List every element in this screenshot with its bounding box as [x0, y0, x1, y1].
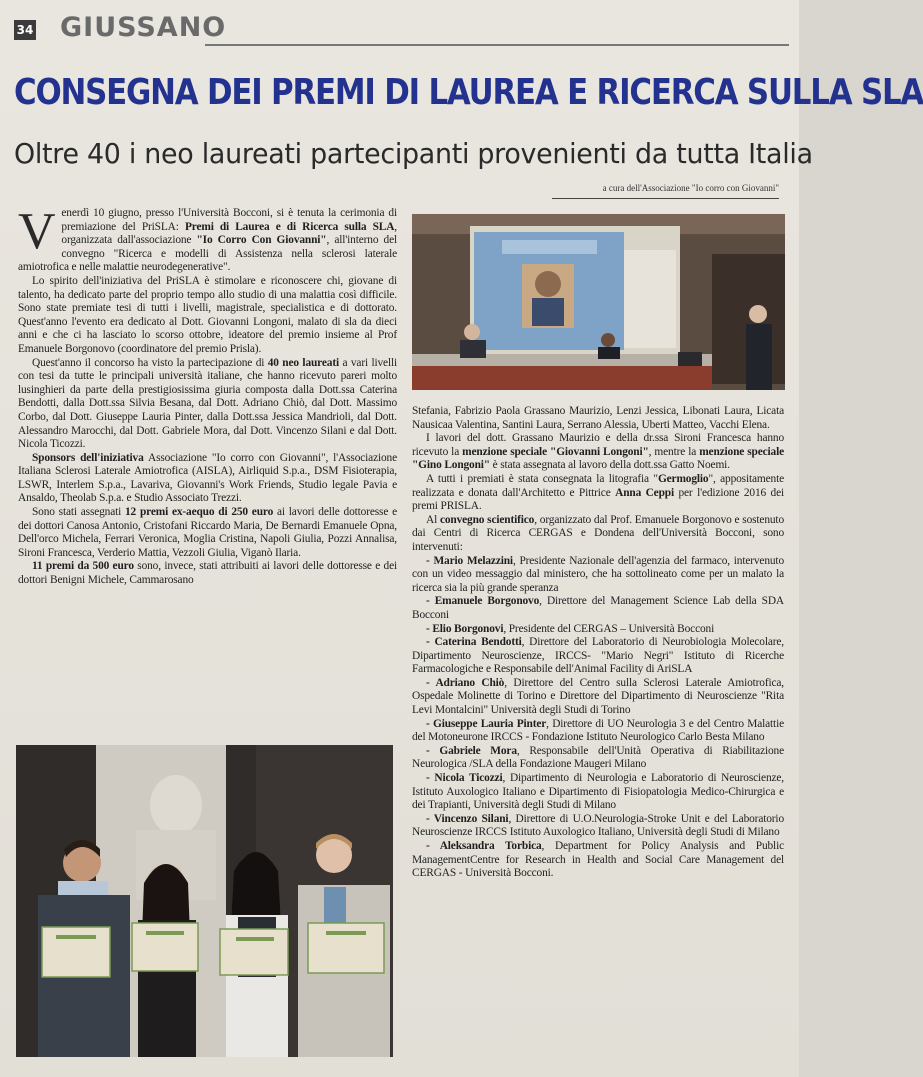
winners-photo: [16, 745, 393, 1057]
prize-name: Premi di Laurea e di Ricerca sulla SLA: [184, 220, 395, 233]
text-run: , mentre la: [648, 445, 700, 458]
speaker-desc: , Department for Policy Analysis and Public ManagementCentre for Research in Health and Social Care Management del CERGAS - Università Bocconi.: [412, 840, 784, 880]
paragraph-spirit: Lo spirito dell'iniziativa del PriSLA è stimolare e riconoscere chi, giovane di talento, ha dedicato parte del proprio tempo allo studio di una malattia così difficile. Sono state premiate tesi di tutti i livelli, magistrale, specialistica e di dottorato. Quest'anno l'evento era dedicato al Dott. Giovanni Longoni, malato di sla da dieci anni e che ci ha lasciato lo scorso ottobre, ideatore del premio insieme al Prof Emanuele Borgonovo (coordinatore del premio Prisla).: [18, 274, 397, 355]
speaker-name: - Elio Borgonovi: [426, 622, 504, 635]
artist-name: Anna Ceppi: [615, 486, 674, 499]
page-number: 34: [14, 20, 36, 40]
paragraph-mentions: [412, 432, 784, 473]
text-run: Al: [426, 513, 440, 526]
paragraph-convegno: [412, 514, 784, 555]
speaker-name: - Gabriele Mora: [426, 744, 517, 757]
credit-rule: [552, 198, 779, 199]
winners-photo-icon: [16, 745, 393, 1057]
paragraph-participants: [18, 357, 397, 452]
text-run: Associazione "Io corro con Giovanni", l'Associazione Italiana Sclerosi Laterale Amiotrofica (AISLA), Airliquid S.p.a., DSM Fisioterapia, LSWR, Interlem S.p.a., Lavariva, Giovanni's Work Friends, Studio legale Pavia e Ansaldo, Theolab S.p.a. e Studio Associato Trezzi.: [18, 451, 397, 505]
text-run: , organizzato dal Prof. Emanuele Borgonovo e sostenuto dai Centri di Ricerca CERGAS e Dondena dell'Università Bocconi, sono intervenuti:: [412, 513, 784, 553]
mention-gino: menzione speciale "Gino Longoni": [412, 445, 785, 472]
speaker-desc: , Direttore di UO Neurologia 3 e del Centro Malattie del Motoneurone IRCCS - Fondazione Istituto Neurologico Carlo Besta Milano: [412, 717, 784, 744]
speaker-name: - Nicola Ticozzi: [426, 772, 503, 785]
speaker-desc: , Direttore del Management Science Lab della SDA Bocconi: [412, 595, 784, 621]
header-rule: [205, 44, 789, 46]
paragraph-intro: [18, 203, 397, 275]
speaker-name: - Aleksandra Torbica: [426, 840, 542, 852]
paragraph-prizes-500: [18, 560, 397, 587]
speaker-name: - Mario Melazzini: [426, 554, 513, 567]
section-name: GIUSSANO: [60, 12, 227, 43]
speaker-name: - Vincenzo Silani: [426, 812, 509, 825]
speaker-name: - Emanuele Borgonovo: [426, 595, 540, 608]
speaker-item: [412, 555, 784, 596]
text-run: è stata assegnata al lavoro della dott.ssa Gatto Noemi.: [489, 459, 730, 472]
speaker-item: [412, 718, 784, 745]
left-column: [18, 203, 397, 588]
speaker-desc: , Presidente del CERGAS – Università Bocconi: [503, 622, 715, 635]
speaker-item: [412, 745, 784, 772]
speaker-name: - Giuseppe Lauria Pinter: [426, 717, 547, 730]
text-run: enerdì 10 giugno, presso l'Università Bocconi, si è tenuta la cerimonia di premiazione del PriSLA:: [61, 207, 397, 233]
prize-250: 12 premi ex-aequo di 250 euro: [125, 506, 274, 519]
paragraph-prizes-500-cont: Stefania, Fabrizio Paola Grassano Maurizio, Lenzi Jessica, Libonati Laura, Licata Nausicaa Valentina, Santini Laura, Serrano Alessia, Uberti Matteo, Vacchi Elena.: [412, 405, 784, 431]
text-run: ", appositamente realizzata e donata dall'Architetto e Pittrice: [412, 472, 784, 499]
lithograph-name: Germoglio: [657, 472, 709, 485]
text-run: ai lavori delle dottoresse e dei dottori Canosa Antonio, Cristofani Riccardo Maria, De Bernardi Emanuele Opna, Dell'orco Michela, Ferrari Veronica, Moglia Cristina, Napoli Giulia, Pozzi Annalisa, Sironi Francesca, Verderio Mattia, Vezzoli Giulia, Viganò Ilaria.: [18, 506, 397, 559]
text-run: , organizzata dall'associazione: [61, 220, 397, 247]
speaker-item: [412, 623, 784, 637]
drop-cap: V: [18, 203, 56, 260]
right-column: [412, 405, 784, 881]
text-run: per l'edizione 2016 dei premi PRISLA.: [412, 486, 784, 513]
speaker-name: - Adriano Chiò: [426, 676, 505, 689]
paragraph-prizes-250: [18, 506, 397, 560]
text-run: I lavori del dott. Grassano Maurizio e della dr.ssa Sironi Francesca hanno ricevuto la: [412, 432, 784, 458]
text-run: Quest'anno il concorso ha visto la partecipazione di: [32, 356, 268, 369]
speaker-item: [412, 595, 784, 622]
speaker-item: [412, 677, 784, 718]
speaker-desc: , Direttore del Laboratorio di Neurobiologia Molecolare, Dipartimento Neuroscienze, IRCCS- "Mario Negri" Istituto di Ricerche Farmacologiche e Responsabile dell'Animal Facility di AriSLA: [412, 636, 784, 676]
sponsors-label: Sponsors dell'iniziativa: [32, 451, 144, 464]
prize-500: 11 premi da 500 euro: [32, 560, 134, 573]
speaker-desc: , Presidente Nazionale dell'agenzia del farmaco, intervenuto con un video messaggio dal ministero, che ha sottolineato come per un malato la ricerca sia la più grande speranza: [412, 554, 784, 594]
paragraph-lithograph: [412, 473, 784, 514]
conference-photo-icon: [412, 214, 785, 390]
speaker-desc: , Responsabile dell'Unità Operativa di Riabilitazione Neurologica /SLA della Fondazione Maugeri Milano: [412, 744, 785, 771]
convegno-label: convegno scientifico: [439, 513, 535, 526]
speaker-name: - Caterina Bendotti: [426, 636, 522, 649]
text-run: A tutti i premiati è stata consegnata la litografia ": [426, 472, 658, 485]
conference-photo: [412, 214, 785, 390]
speaker-item: [412, 636, 784, 677]
article-subtitle: Oltre 40 i neo laureati partecipanti provenienti da tutta Italia: [14, 137, 813, 170]
speaker-item: [412, 772, 784, 813]
speaker-desc: , Direttore del Centro sulla Sclerosi Laterale Amiotrofica, Ospedale Molinette di Torino e Direttore del Dipartimento di Neuroscienze "Rita Levi Montalcini" Università degli Studi di Torino: [412, 676, 784, 717]
text-run: sono, invece, stati attribuiti ai lavori delle dottoresse e dei dottori Benigni Michele, Cammarosano: [18, 560, 397, 587]
speaker-item: [412, 840, 784, 881]
speaker-desc: , Direttore di U.O.Neurologia-Stroke Unit e del Laboratorio Neuroscienze IRCCS Istituto Auxologico Italiano, Università degli Studi di Milano: [412, 812, 784, 839]
text-run: Sono stati assegnati: [32, 506, 126, 519]
article-title: CONSEGNA DEI PREMI DI LAUREA E RICERCA SULLA SLA: [14, 72, 923, 113]
participant-count: 40 neo laureati: [267, 356, 339, 369]
article-credit: a cura dell'Associazione "Io corro con Giovanni": [602, 183, 779, 193]
paragraph-sponsors: [18, 452, 397, 506]
mention-giovanni: menzione speciale "Giovanni Longoni": [462, 445, 649, 458]
text-run: , all'interno del convegno "Ricerca e modelli di Assistenza nella sclerosi laterale amiotrofica e nelle malattie neurodegenerative".: [18, 234, 397, 274]
speaker-desc: , Dipartimento di Neurologia e Laboratorio di Neuroscienze, Istituto Auxologico Italiano e Dipartimento di Fisiopatologia Medico-Chirurgica e dei Trapianti, Università degli Studi di Milano: [412, 772, 785, 812]
association-name: "Io Corro Con Giovanni": [196, 234, 327, 247]
text-run: a vari livelli con tesi da tutte le principali università italiane, che hanno ricevuto pareri molto lusinghieri da parte della prestigiosissima giuria composta dalla Dott.ssa Caterina Bendotti, dalla Dott.ssa Silvia Besana, dal Dott. Adriano Chiò, dal Dott. Massimo Corbo, dal Dott. Giuseppe Lauria Pinter, dalla Dott.ssa Jessica Mandrioli, dal Dott. Alessandro Marocchi, dal Dott. Gabriele Mora, dal Dott. Vincenzo Silani e dal Dott. Nicola Ticozzi.: [18, 356, 397, 451]
speaker-item: [412, 813, 784, 840]
